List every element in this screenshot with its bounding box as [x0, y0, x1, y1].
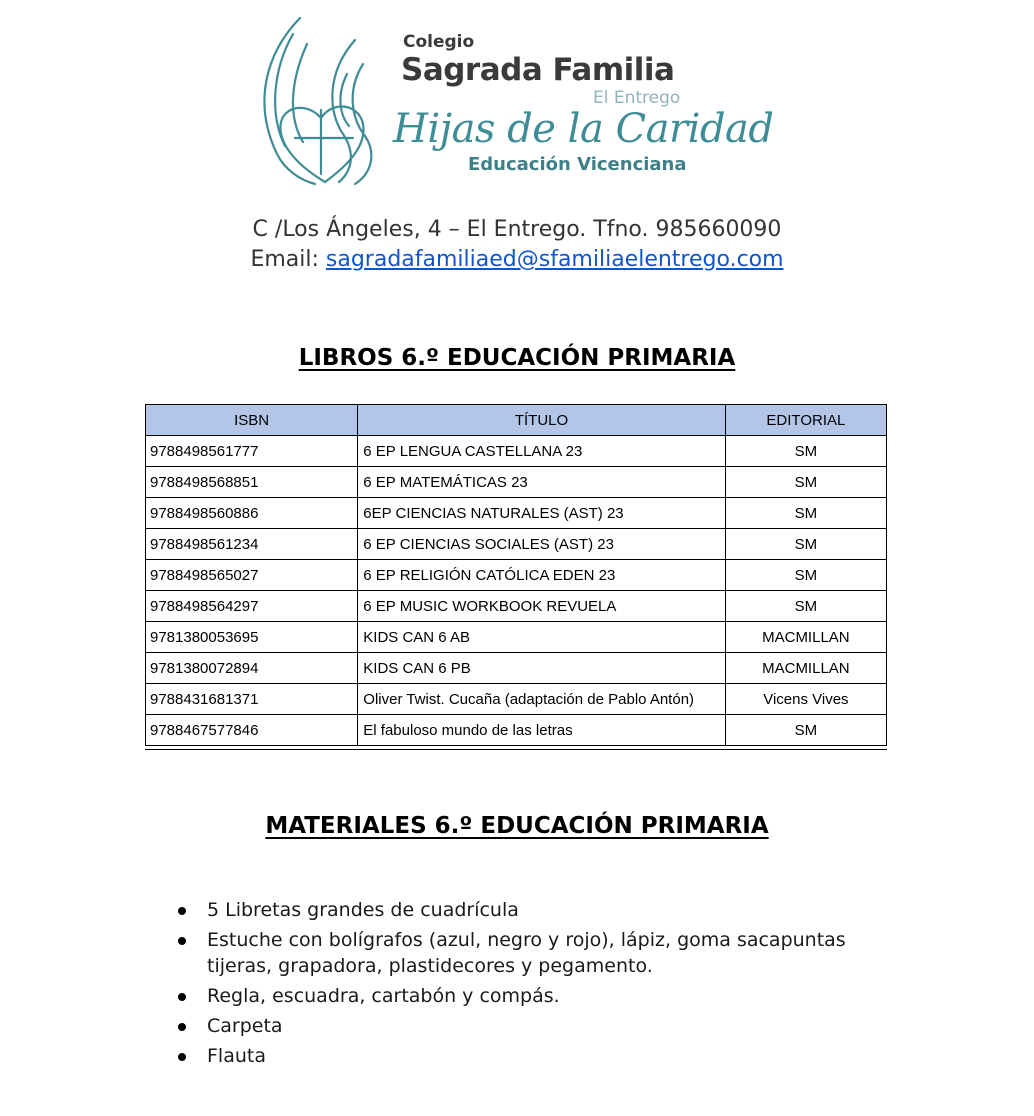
logo-hijas-text: Hijas de la Caridad	[393, 106, 774, 152]
editorial-cell: SM	[725, 498, 886, 529]
isbn-cell: 9781380053695	[146, 622, 358, 653]
list-item	[178, 1013, 878, 1039]
isbn-cell: 9788498561234	[146, 529, 358, 560]
bullet-icon	[178, 993, 186, 1001]
header-editorial: EDITORIAL	[725, 405, 886, 436]
isbn-cell: 9788498564297	[146, 591, 358, 622]
isbn-cell: 9788498568851	[146, 467, 358, 498]
title-cell: 6 EP CIENCIAS SOCIALES (AST) 23	[358, 529, 725, 560]
list-item-text: Regla, escuadra, cartabón y compás.	[207, 985, 560, 1007]
header-title: TÍTULO	[358, 405, 725, 436]
editorial-cell: SM	[725, 436, 886, 467]
isbn-cell: 9788467577846	[146, 715, 358, 746]
bullet-icon	[178, 1023, 186, 1031]
isbn-cell: 9788498560886	[146, 498, 358, 529]
table-row	[146, 467, 887, 498]
materials-section-title: MATERIALES 6.º EDUCACIÓN PRIMARIA	[265, 813, 769, 839]
flame-heart-cross-icon	[255, 14, 395, 186]
logo-colegio-text: Colegio	[403, 32, 475, 52]
logo-educacion-text: Educación Vicenciana	[468, 154, 687, 175]
list-item	[178, 1043, 878, 1069]
title-cell: KIDS CAN 6 AB	[358, 622, 725, 653]
list-item-text: Estuche con bolígrafos (azul, negro y rojo), lápiz, goma sacapuntas tijeras, grapadora, plastidecores y pegamento.	[207, 929, 846, 977]
contact-address: C /Los Ángeles, 4 – El Entrego. Tfno. 985660090	[252, 217, 782, 242]
list-item	[178, 983, 878, 1009]
table-row	[146, 591, 887, 622]
email-label: Email:	[250, 247, 326, 272]
materials-list	[178, 897, 878, 1073]
table-row	[146, 622, 887, 653]
editorial-cell: SM	[725, 560, 886, 591]
table-row	[146, 498, 887, 529]
school-logo	[255, 14, 774, 186]
list-item	[178, 927, 878, 979]
list-item-text: Carpeta	[207, 1015, 283, 1037]
books-section-title: LIBROS 6.º EDUCACIÓN PRIMARIA	[298, 345, 736, 371]
editorial-cell: SM	[725, 715, 886, 746]
logo-place-text: El Entrego	[593, 88, 681, 108]
bullet-icon	[178, 937, 186, 945]
editorial-cell: SM	[725, 591, 886, 622]
editorial-cell: Vicens Vives	[725, 684, 886, 715]
editorial-cell: MACMILLAN	[725, 653, 886, 684]
title-cell: 6 EP RELIGIÓN CATÓLICA EDEN 23	[358, 560, 725, 591]
table-row	[146, 436, 887, 467]
list-item-text: 5 Libretas grandes de cuadrícula	[207, 899, 519, 921]
table-row	[146, 560, 887, 591]
list-item-text: Flauta	[207, 1045, 266, 1067]
title-cell: KIDS CAN 6 PB	[358, 653, 725, 684]
email-link[interactable]: sagradafamiliaed@sfamiliaelentrego.com	[325, 247, 784, 272]
isbn-cell: 9788498561777	[146, 436, 358, 467]
books-table	[145, 404, 887, 746]
table-bottom-rule	[145, 749, 887, 750]
header-isbn: ISBN	[146, 405, 358, 436]
bullet-icon	[178, 907, 186, 915]
isbn-cell: 9788498565027	[146, 560, 358, 591]
title-cell: Oliver Twist. Cucaña (adaptación de Pablo Antón)	[358, 684, 725, 715]
title-cell: 6 EP MATEMÁTICAS 23	[358, 467, 725, 498]
list-item	[178, 897, 878, 923]
editorial-cell: MACMILLAN	[725, 622, 886, 653]
isbn-cell: 9788431681371	[146, 684, 358, 715]
table-row	[146, 529, 887, 560]
isbn-cell: 9781380072894	[146, 653, 358, 684]
bullet-icon	[178, 1053, 186, 1061]
table-row	[146, 653, 887, 684]
title-cell: El fabuloso mundo de las letras	[358, 715, 725, 746]
table-header-row	[146, 405, 887, 436]
logo-school-name: Sagrada Familia	[401, 52, 675, 88]
contact-email-line	[0, 247, 1034, 272]
title-cell: 6 EP LENGUA CASTELLANA 23	[358, 436, 725, 467]
title-cell: 6EP CIENCIAS NATURALES (AST) 23	[358, 498, 725, 529]
table-row	[146, 715, 887, 746]
title-cell: 6 EP MUSIC WORKBOOK REVUELA	[358, 591, 725, 622]
editorial-cell: SM	[725, 467, 886, 498]
table-row	[146, 684, 887, 715]
editorial-cell: SM	[725, 529, 886, 560]
